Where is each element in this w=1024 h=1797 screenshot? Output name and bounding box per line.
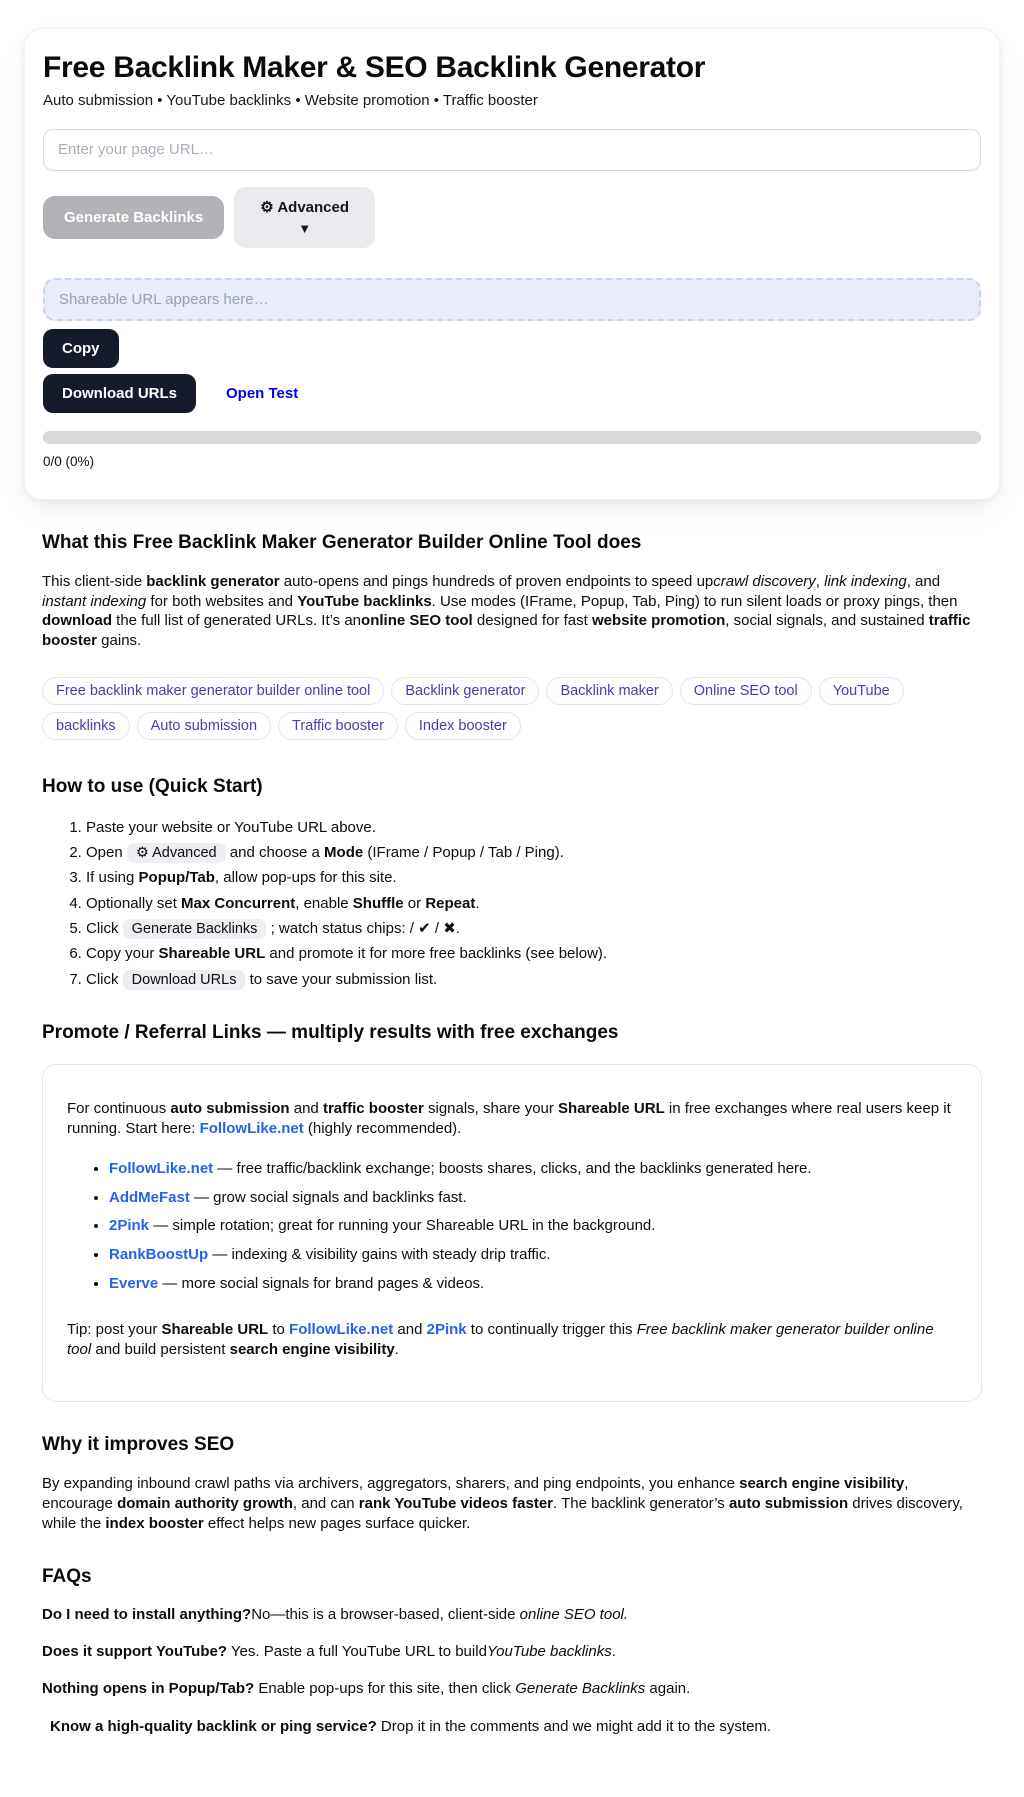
- copy-row: [43, 329, 981, 368]
- page-url-input[interactable]: [43, 129, 981, 171]
- section-heading-howto: How to use (Quick Start): [42, 775, 263, 797]
- keyword-chip: Online SEO tool: [680, 677, 812, 705]
- keyword-chip: Auto submission: [137, 712, 271, 740]
- step-item: 5. Click Generate Backlinks ; watch status chips: / ✔ / ✖.: [86, 919, 982, 940]
- section-heading-what: What this Free Backlink Maker Generator Builder Online Tool does: [42, 531, 642, 553]
- advanced-toggle-button[interactable]: [234, 187, 375, 248]
- article-content: [24, 532, 1000, 1737]
- action-button-row: [43, 187, 981, 248]
- faq-item: Does it support YouTube? Yes. Paste a full YouTube URL to buildYouTube backlinks.: [42, 1643, 616, 1661]
- kbd-label: ⚙ Advanced: [127, 843, 226, 863]
- section-heading-faqs: FAQs: [42, 1565, 92, 1587]
- shareable-url-input[interactable]: [43, 278, 981, 321]
- download-urls-button[interactable]: Download URLs: [43, 374, 196, 413]
- advanced-label: Advanced: [277, 198, 350, 216]
- section-heading-why: Why it improves SEO: [42, 1434, 235, 1456]
- keyword-chip: Traffic booster: [278, 712, 398, 740]
- faq-item: Know a high-quality backlink or ping service? Drop it in the comments and we might add it to the system.: [50, 1717, 772, 1735]
- step-item: 4. Optionally set Max Concurrent, enable Shuffle or Repeat.: [86, 894, 982, 914]
- promote-tip: Tip: post your Shareable URL to FollowLike.net and 2Pink to continually trigger this Free backlink maker generator builder online tool and build persistent search engine visibility.: [67, 1320, 934, 1358]
- gear-icon: ⚙: [260, 198, 274, 216]
- keyword-chip: Backlink maker: [546, 677, 672, 705]
- exchange-list: [67, 1159, 957, 1294]
- section-heading-promote: Promote / Referral Links — multiply results with free exchanges: [42, 1022, 619, 1044]
- what-description: This client-side backlink generator auto-opens and pings hundreds of proven endpoints to speed upcrawl discovery, link indexing, and instant indexing for both websites and YouTube backlinks. Use modes (IFrame, Popup, Tab, Ping) to run silent loads or proxy pings, then download the full list of generated URLs. It’s anonline SEO tool designed for fast website promotion, social signals, and sustained traffic booster gains.: [42, 572, 971, 650]
- faq-item: Do I need to install anything?No—this is a browser-based, client-side online SEO tool.: [42, 1605, 629, 1623]
- page-subtitle: Auto submission • YouTube backlinks • Website promotion • Traffic booster: [43, 91, 538, 109]
- progress-status: 0/0 (0%): [43, 453, 95, 469]
- promote-box: [42, 1064, 982, 1402]
- page-title: Free Backlink Maker & SEO Backlink Generator: [43, 51, 706, 84]
- faq-list: [42, 1605, 982, 1737]
- why-description: By expanding inbound crawl paths via archivers, aggregators, sharers, and ping endpoints, you enhance search engine visibility, encourage domain authority growth, and can rank YouTube videos faster. The backlink generator’s auto submission drives discovery, while the index booster effect helps new pages surface quicker.: [42, 1475, 963, 1533]
- exchange-item: • 2Pink — simple rotation; great for running your Shareable URL in the background.: [109, 1216, 957, 1236]
- exchange-item: • Everve — more social signals for brand pages & videos.: [109, 1274, 957, 1294]
- keyword-chip-list: [42, 673, 982, 744]
- keyword-chip: Backlink generator: [391, 677, 539, 705]
- step-item: 3. If using Popup/Tab, allow pop-ups for this site.: [86, 868, 982, 888]
- open-test-link[interactable]: Open Test: [226, 384, 299, 402]
- referral-link[interactable]: Everve: [109, 1275, 159, 1293]
- exchange-item: • AddMeFast — grow social signals and backlinks fast.: [109, 1188, 957, 1208]
- exchange-item: • FollowLike.net — free traffic/backlink exchange; boosts shares, clicks, and the backlinks generated here.: [109, 1159, 957, 1179]
- referral-link[interactable]: FollowLike.net: [109, 1159, 214, 1177]
- step-item: 1. Paste your website or YouTube URL above.: [86, 818, 982, 838]
- generate-backlinks-button[interactable]: Generate Backlinks: [43, 196, 224, 239]
- faq-item: Nothing opens in Popup/Tab? Enable pop-ups for this site, then click Generate Backlinks again.: [42, 1680, 691, 1698]
- referral-link[interactable]: 2Pink: [109, 1217, 150, 1235]
- copy-button[interactable]: Copy: [43, 329, 119, 368]
- keyword-chip: Index booster: [405, 712, 521, 740]
- referral-link[interactable]: RankBoostUp: [109, 1246, 209, 1264]
- exchange-item: • RankBoostUp — indexing & visibility gains with steady drip traffic.: [109, 1245, 957, 1265]
- kbd-label: Generate Backlinks: [123, 919, 267, 939]
- referral-link[interactable]: FollowLike.net: [199, 1120, 304, 1138]
- progress-bar: [43, 431, 981, 444]
- promote-intro: For continuous auto submission and traffic booster signals, share your Shareable URL in free exchanges where real users keep it running. Start here: FollowLike.net (highly recommended).: [67, 1100, 951, 1138]
- step-item: 6. Copy your Shareable URL and promote it for more free backlinks (see below).: [86, 944, 982, 964]
- referral-link[interactable]: 2Pink: [426, 1320, 467, 1338]
- quick-start-steps: [42, 818, 982, 991]
- kbd-label: Download URLs: [123, 970, 246, 990]
- download-row: [43, 374, 981, 413]
- chevron-down-icon: ▼: [298, 220, 312, 236]
- step-item: 7. Click Download URLs to save your submission list.: [86, 970, 982, 991]
- referral-link[interactable]: FollowLike.net: [289, 1320, 394, 1338]
- keyword-chip: YouTube backlinks: [42, 677, 904, 740]
- step-item: 2. Open ⚙ Advanced and choose a Mode (IFrame / Popup / Tab / Ping).: [86, 843, 982, 864]
- backlink-tool-card: [24, 28, 1000, 500]
- referral-link[interactable]: AddMeFast: [109, 1188, 190, 1206]
- keyword-chip: Free backlink maker generator builder online tool: [42, 677, 384, 705]
